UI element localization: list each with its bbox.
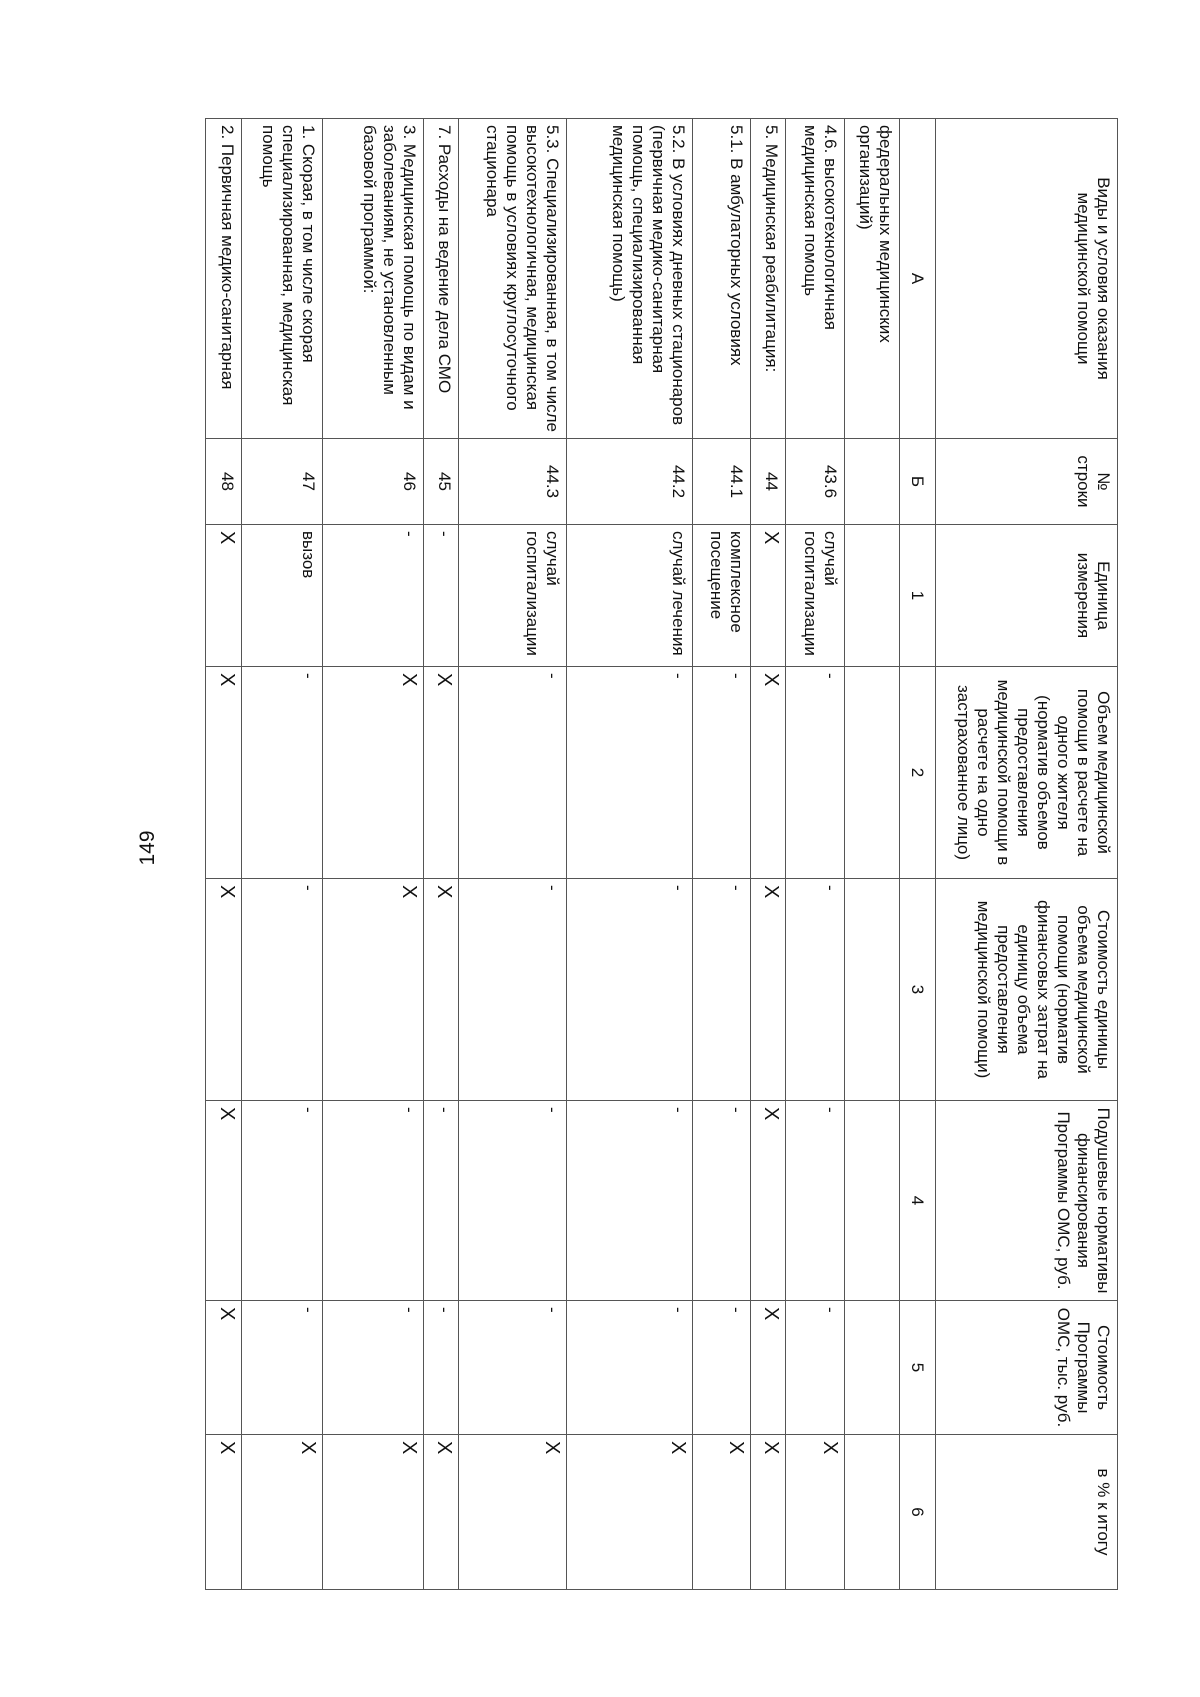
header-cell: Единица измерения [936,525,1118,667]
table-row [322,119,423,1590]
unit-cell: случай госпитализации [786,525,844,667]
header-cell: Подушевые нормативы финансирования Программы ОМС, руб. [936,1101,1118,1301]
value-cell: X [206,1101,242,1301]
value-cell: X [692,1435,750,1590]
financing-table [205,118,1118,1590]
value-cell: - [242,1301,323,1435]
table-row [458,119,566,1590]
column-number-cell: 2 [899,667,935,879]
page-number: 149 [136,830,159,866]
value-cell: - [458,667,566,879]
value-cell: - [567,667,692,879]
header-cell: Стоимость единицы объема медицинской помощи (норматив финансовых затрат на единицу объема предоставления медицинской помощи) [936,879,1118,1101]
value-cell: - [322,1301,423,1435]
value-cell: X [206,1301,242,1435]
value-cell: X [751,1301,786,1435]
table-row [751,119,786,1590]
row-code-cell: 45 [423,439,458,525]
row-label-cell: 5.1. В амбулаторных условиях [692,119,750,439]
column-number-cell: 5 [899,1301,935,1435]
value-cell: X [206,879,242,1101]
column-number-cell: 3 [899,879,935,1101]
rotated-table-container [205,118,1118,1589]
value-cell: - [242,879,323,1101]
value-cell [844,1301,899,1435]
header-cell: в % к итогу [936,1435,1118,1590]
value-cell: - [692,879,750,1101]
row-code-cell: 44.3 [458,439,566,525]
table-row [692,119,750,1590]
row-label-cell: федеральных медицинских организаций) [844,119,899,439]
value-cell: X [206,1435,242,1590]
value-cell: - [692,667,750,879]
value-cell: - [458,879,566,1101]
value-cell: - [242,1101,323,1301]
value-cell: X [322,879,423,1101]
row-label-cell: 4.6. высокотехнологичная медицинская помощь [786,119,844,439]
value-cell: X [751,1435,786,1590]
unit-cell: X [751,525,786,667]
unit-cell: случай госпитализации [458,525,566,667]
value-cell: X [751,667,786,879]
column-number-cell: А [899,119,935,439]
value-cell: - [786,879,844,1101]
table-row [786,119,844,1590]
row-code-cell: 48 [206,439,242,525]
value-cell: X [423,667,458,879]
column-number-cell: Б [899,439,935,525]
value-cell [844,667,899,879]
header-cell: Объем медицинской помощи в расчете на одного жителя (норматив объемов предоставления медицинской помощи в расчете на одно застрахованное лицо) [936,667,1118,879]
column-number-cell: 4 [899,1101,935,1301]
row-code-cell: 43.6 [786,439,844,525]
row-label-cell: 5.3. Специализированная, в том числе высокотехнологичная, медицинская помощь в условиях круглосуточного стационара [458,119,566,439]
row-code-cell [844,439,899,525]
row-label-cell: 5. Медицинская реабилитация: [751,119,786,439]
row-code-cell: 44.2 [567,439,692,525]
value-cell: - [786,1301,844,1435]
value-cell: X [458,1435,566,1590]
table-row [423,119,458,1590]
value-cell: X [322,1435,423,1590]
value-cell: X [567,1435,692,1590]
table-row [242,119,323,1590]
value-cell: X [423,1435,458,1590]
table-row [567,119,692,1590]
value-cell: - [322,1101,423,1301]
unit-cell: - [322,525,423,667]
unit-cell: вызов [242,525,323,667]
row-code-cell: 47 [242,439,323,525]
row-label-cell: 2. Первичная медико-санитарная [206,119,242,439]
value-cell: X [242,1435,323,1590]
header-cell: Виды и условия оказания медицинской помощи [936,119,1118,439]
value-cell [844,879,899,1101]
value-cell: X [751,1101,786,1301]
value-cell: - [692,1301,750,1435]
column-number-cell: 1 [899,525,935,667]
value-cell: - [567,1301,692,1435]
value-cell: X [206,667,242,879]
value-cell [844,1435,899,1590]
value-cell: X [322,667,423,879]
value-cell: - [567,879,692,1101]
row-code-cell: 44.1 [692,439,750,525]
row-label-cell: 3. Медицинская помощь по видам и заболеваниям, не установленным базовой программой: [322,119,423,439]
value-cell: - [786,1101,844,1301]
header-cell: Стоимость Программы ОМС, тыс. руб. [936,1301,1118,1435]
unit-cell: комплексное посещение [692,525,750,667]
row-label-cell: 1. Скорая, в том числе скорая специализированная, медицинская помощь [242,119,323,439]
value-cell [844,1101,899,1301]
value-cell: - [458,1301,566,1435]
unit-cell [844,525,899,667]
value-cell: - [786,667,844,879]
value-cell: - [458,1101,566,1301]
table-row [206,119,242,1590]
column-number-cell: 6 [899,1435,935,1590]
value-cell: - [567,1101,692,1301]
row-code-cell: 44 [751,439,786,525]
table-row [844,119,899,1590]
value-cell: X [751,879,786,1101]
value-cell: - [423,1301,458,1435]
row-label-cell: 7. Расходы на ведение дела СМО [423,119,458,439]
value-cell: - [692,1101,750,1301]
value-cell: - [423,1101,458,1301]
row-code-cell: 46 [322,439,423,525]
value-cell: X [423,879,458,1101]
unit-cell: X [206,525,242,667]
value-cell: X [786,1435,844,1590]
row-label-cell: 5.2. В условиях дневных стационаров (первичная медико-санитарная помощь, специализированная медицинская помощь) [567,119,692,439]
unit-cell: случай лечения [567,525,692,667]
header-cell: № строки [936,439,1118,525]
value-cell: - [242,667,323,879]
unit-cell: - [423,525,458,667]
